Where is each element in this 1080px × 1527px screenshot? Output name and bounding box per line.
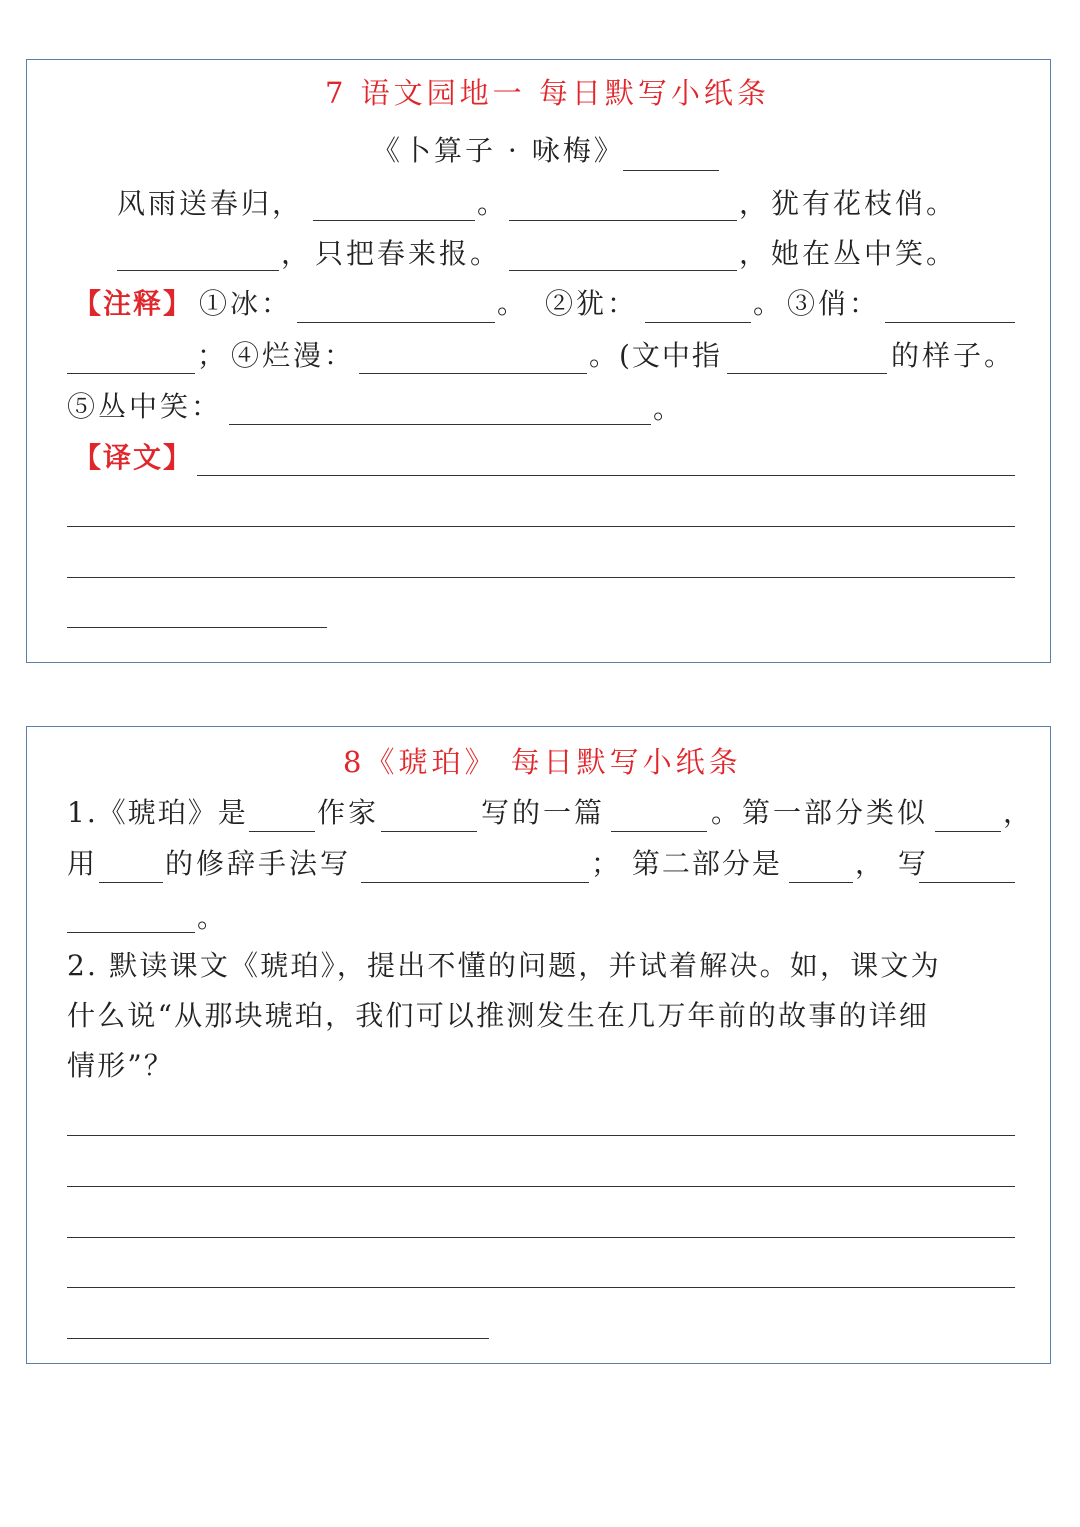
poem-title: 《卜算子 · 咏梅》 bbox=[372, 134, 625, 167]
answer-line-1[interactable] bbox=[67, 1135, 1015, 1136]
translation-line-1[interactable] bbox=[197, 475, 1015, 476]
note-3-blank-b[interactable] bbox=[67, 373, 195, 374]
q1-blank-genre[interactable] bbox=[611, 831, 707, 832]
note-1-blank[interactable] bbox=[297, 322, 495, 323]
card-2-title: 8《琥珀》 每日默写小纸条 bbox=[343, 745, 742, 779]
translation-label: 【译文】 bbox=[73, 441, 194, 474]
q1-blank-nationality[interactable] bbox=[249, 831, 315, 832]
note-4-blank-2[interactable] bbox=[727, 373, 887, 374]
translation-line-3[interactable] bbox=[67, 577, 1015, 578]
note-5-blank[interactable] bbox=[229, 424, 651, 425]
notes-label: 【注释】 bbox=[73, 287, 194, 320]
note-3-label: ③俏： bbox=[787, 287, 881, 320]
q1-part-c: 写的一篇 bbox=[481, 796, 606, 829]
card-1-title: 7 语文园地一 每日默写小纸条 bbox=[325, 76, 770, 110]
note-2-label: ②犹： bbox=[545, 287, 639, 320]
punct-period: 。 bbox=[653, 392, 685, 425]
note-4-mid: 。(文中指 bbox=[589, 339, 722, 372]
note-4-end: 的样子。 bbox=[891, 339, 1016, 372]
q1-blank-content-1[interactable] bbox=[361, 882, 589, 883]
answer-line-3[interactable] bbox=[67, 1237, 1015, 1238]
note-4-blank[interactable] bbox=[359, 373, 587, 374]
q2-line-1: 2. 默读课文《琥珀》，提出不懂的问题，并试着解决。如，课文为 bbox=[67, 949, 941, 982]
punct-comma: ， bbox=[739, 237, 771, 270]
q1-blank-author[interactable] bbox=[381, 831, 477, 832]
poem-blank-4[interactable] bbox=[509, 270, 737, 271]
answer-line-2[interactable] bbox=[67, 1186, 1015, 1187]
punct-comma: ， bbox=[281, 237, 313, 270]
poem-blank-2[interactable] bbox=[509, 220, 737, 221]
punct-semicolon: ； bbox=[197, 339, 229, 372]
q1-part-i: ， 写 bbox=[855, 847, 929, 880]
punct-period: 。 bbox=[477, 187, 509, 220]
author-blank[interactable] bbox=[623, 170, 719, 171]
q1-blank-content-2a[interactable] bbox=[919, 882, 1015, 883]
dictation-card-2 bbox=[26, 726, 1051, 1364]
q1-blank-similar[interactable] bbox=[935, 831, 1001, 832]
q1-part-f: 用 bbox=[67, 847, 99, 880]
q2-line-2: 什么说“从那块琥珀，我们可以推测发生在几万年前的故事的详细 bbox=[67, 999, 930, 1032]
q2-line-3: 情形”？ bbox=[67, 1049, 175, 1082]
q1-blank-part-2[interactable] bbox=[789, 882, 853, 883]
q1-part-e: ， bbox=[1003, 796, 1035, 829]
punct-comma: ， bbox=[739, 187, 771, 220]
q1-blank-content-2b[interactable] bbox=[67, 932, 195, 933]
dictation-card-1 bbox=[26, 59, 1051, 663]
answer-line-4[interactable] bbox=[67, 1287, 1015, 1288]
poem-blank-1[interactable] bbox=[313, 220, 475, 221]
note-2-blank[interactable] bbox=[645, 322, 751, 323]
q1-blank-rhetoric[interactable] bbox=[99, 882, 163, 883]
note-3-blank-a[interactable] bbox=[885, 322, 1015, 323]
note-1-label: ①冰： bbox=[199, 287, 293, 320]
poem-blank-3[interactable] bbox=[117, 270, 279, 271]
q1-part-g: 的修辞手法写 bbox=[165, 847, 352, 880]
q1-part-a: 1.《琥珀》是 bbox=[67, 796, 248, 829]
poem-line-2a: 只把春来报。 bbox=[315, 237, 502, 270]
punct-period: 。 bbox=[753, 287, 785, 320]
poem-line-2b: 她在丛中笑。 bbox=[771, 237, 958, 270]
poem-line-1a: 风雨送春归， bbox=[117, 187, 304, 220]
punct-period: 。 bbox=[497, 287, 529, 320]
q1-part-h: ； 第二部分是 bbox=[591, 847, 782, 880]
q1-part-d: 。第一部分类似 bbox=[711, 796, 929, 829]
q1-part-j: 。 bbox=[197, 901, 229, 934]
note-4-label: ④烂漫： bbox=[231, 339, 356, 372]
note-5-label: ⑤丛中笑： bbox=[67, 390, 223, 423]
answer-line-5[interactable] bbox=[67, 1338, 489, 1339]
translation-line-4[interactable] bbox=[67, 627, 327, 628]
q1-part-b: 作家 bbox=[317, 796, 380, 829]
translation-line-2[interactable] bbox=[67, 526, 1015, 527]
poem-line-1b: 犹有花枝俏。 bbox=[771, 187, 958, 220]
